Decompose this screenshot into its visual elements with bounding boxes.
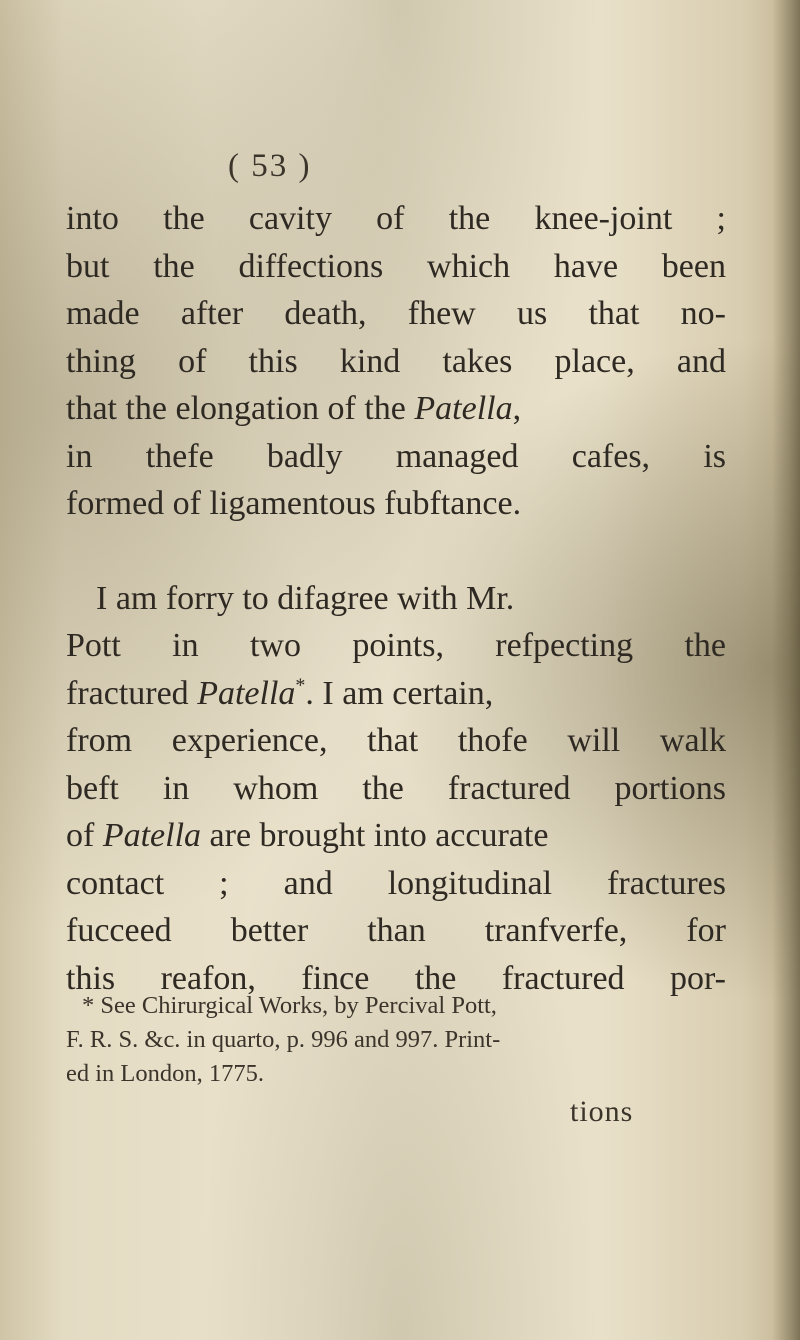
text-line [66,812,726,860]
text-line: formed of ligamentous fubftance. [66,485,522,522]
text-fragment: , [512,390,522,427]
italic-term-patella: Patella [102,817,202,854]
page-number: ( 53 ) [228,148,312,184]
paragraph-gap [66,528,726,575]
text-fragment: that the elongation of the [66,390,415,427]
footnote-line: ed in London, 1775. [66,1060,265,1087]
text-line: but the diffections which have been [66,247,726,285]
text-line [66,385,726,433]
text-line: I am forry to difagree with Mr. [96,579,515,617]
footnote-marker: * [295,674,306,697]
main-text [66,195,726,1002]
text-line: in thefe badly managed cafes, is [66,437,726,475]
text-line: from experience, that thofe will walk [66,722,726,759]
footnote-line: F. R. S. &c. in quarto, p. 996 and 997. Print- [66,1026,501,1053]
text-line: contact ; and longitudinal fractures [66,864,726,902]
footnote-line: * See Chirurgical Works, by Percival Pott, [82,992,497,1019]
footnote [66,989,726,1091]
text-line: this reafon, fince the fractured por- [66,959,726,997]
text-fragment: fractured [66,674,198,712]
text-line: made after death, fhew us that no- [66,295,726,332]
text-line: Pott in two points, refpecting the [66,627,726,664]
italic-term-patella: Patella [197,674,296,712]
catchword: tions [570,1095,634,1128]
page-edge-shadow [772,0,800,1340]
text-line: fucceed better than tranfverfe, for [66,912,726,949]
text-fragment: . I am certain, [305,674,494,712]
text-line [66,670,726,718]
italic-term-patella: Patella [414,390,513,427]
text-line: beft in whom the fractured portions [66,769,726,807]
text-fragment: of [66,817,103,854]
text-fragment: are brought into accurate [201,817,549,854]
text-line: thing of this kind takes place, and [66,342,726,380]
text-line: into the cavity of the knee-joint ; [66,200,726,237]
